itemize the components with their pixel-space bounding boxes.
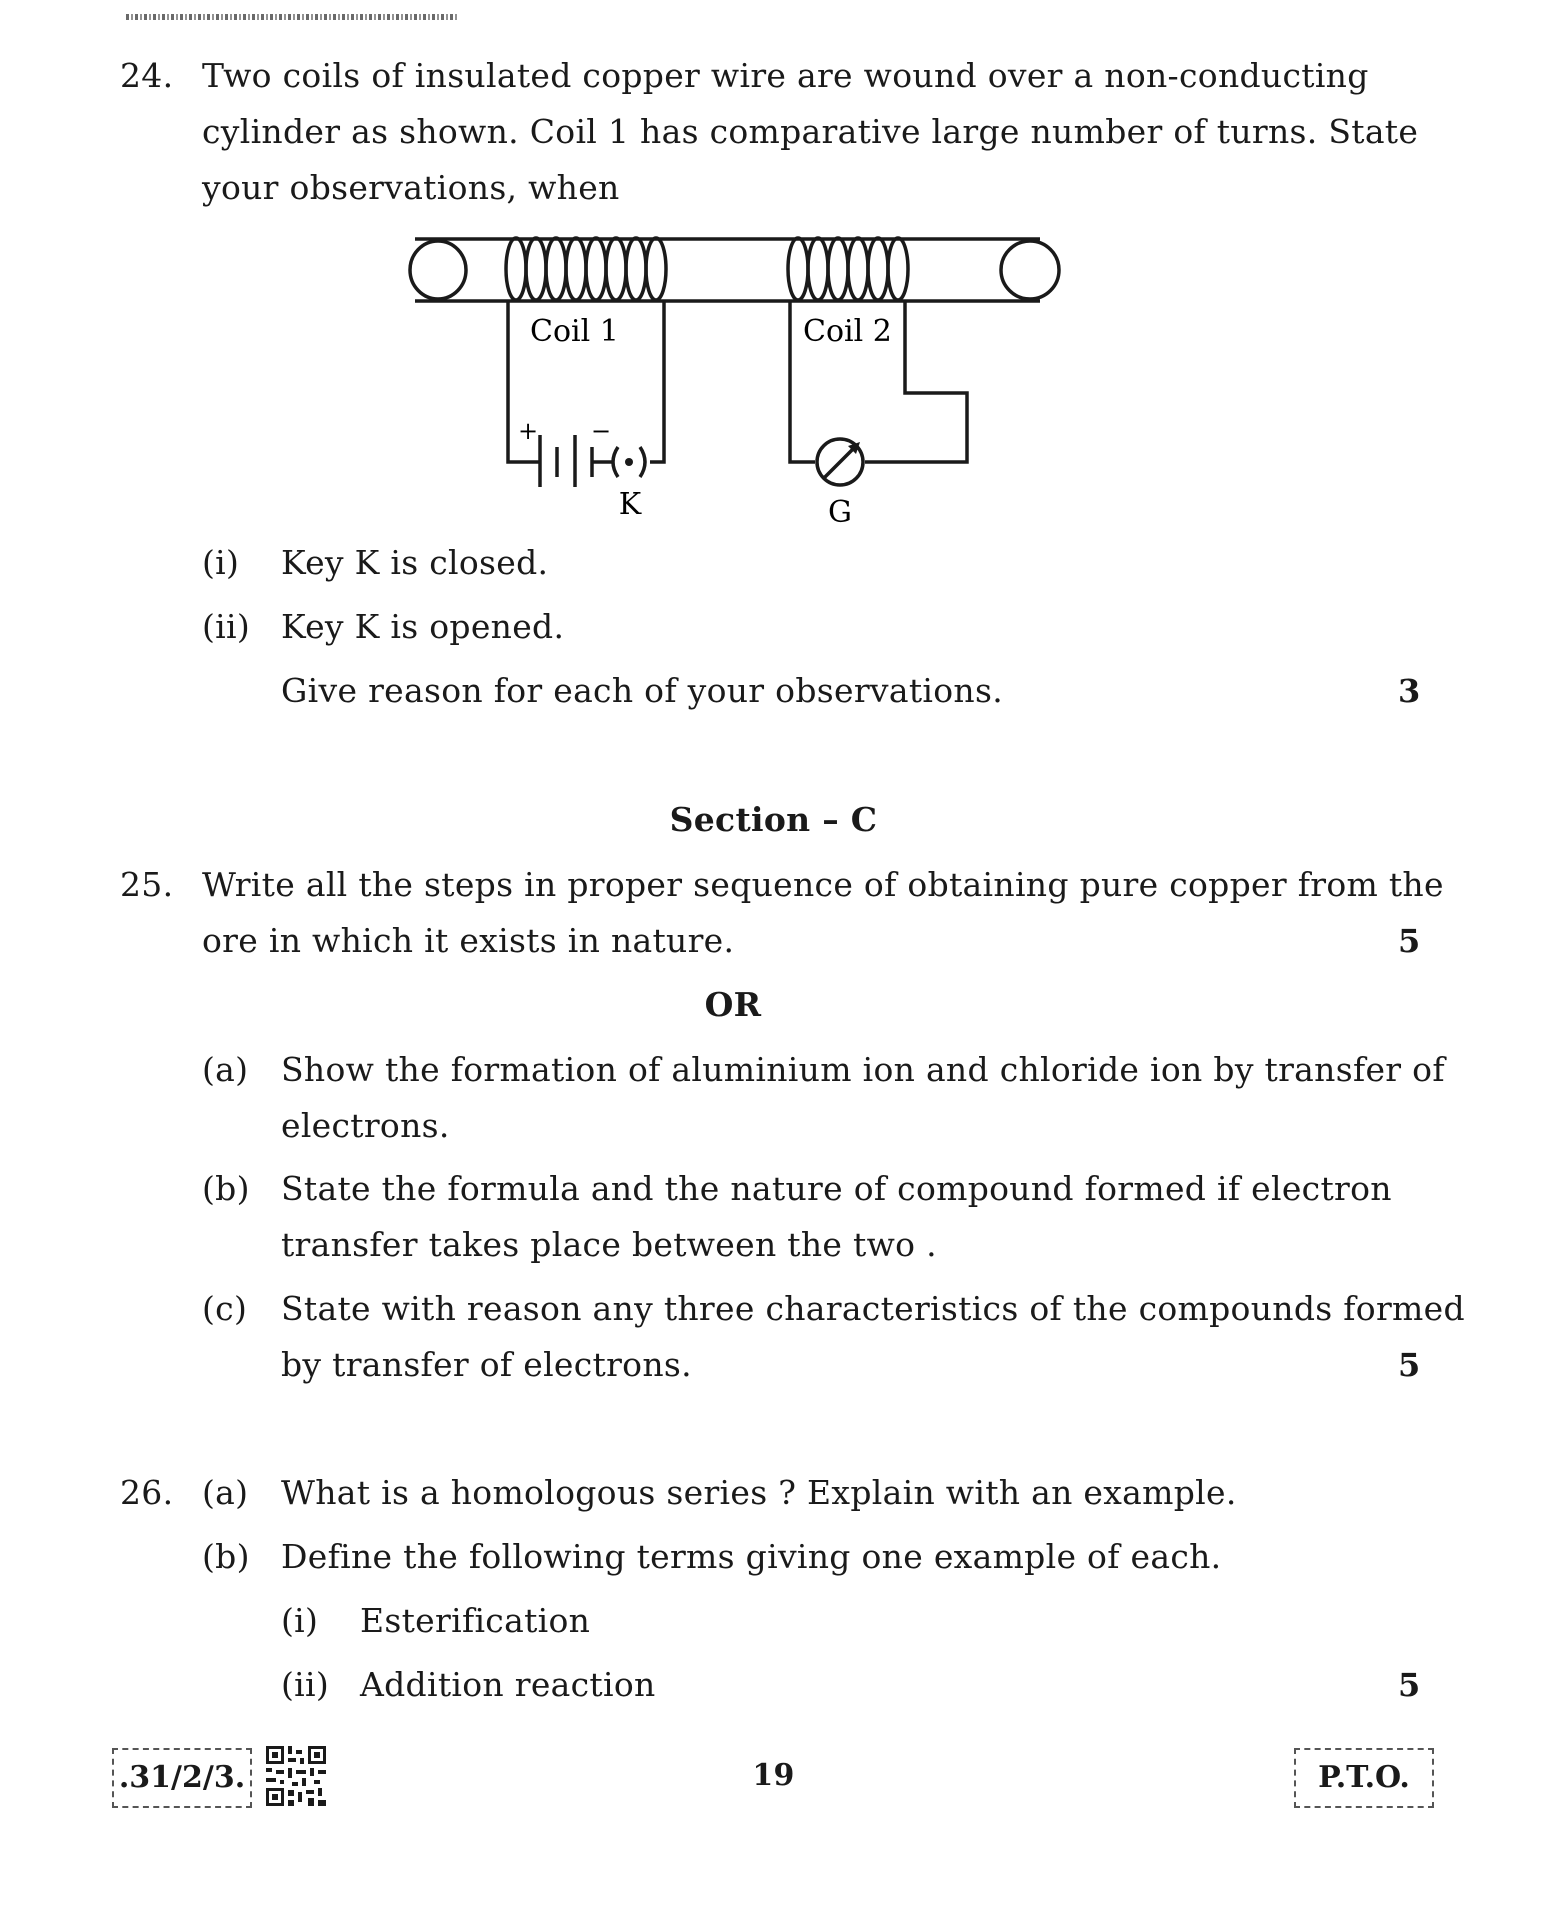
part-text: State with reason any three characteristics of the compounds formed [281,1289,1465,1328]
coil-2-windings [788,238,908,300]
coil-1-label: Coil 1 [530,314,619,349]
part-label: (b) [202,1537,250,1576]
marks: 5 [1398,1346,1421,1384]
sub-part-label: (i) [281,1601,319,1640]
question-text-line: ore in which it exists in nature. [202,921,735,960]
key-bracket-left [613,447,618,477]
part-text: What is a homologous series ? Explain with an example. [281,1473,1237,1512]
marks: 3 [1398,672,1421,710]
header-barcode-strip [126,14,458,20]
coil-1-windings [506,238,666,300]
part-label: (a) [202,1050,249,1089]
part-text: Define the following terms giving one example of each. [281,1537,1222,1576]
part-label: (c) [202,1289,248,1328]
question-text-line: Two coils of insulated copper wire are wound over a non-conducting [202,56,1369,95]
question-number: 24. [120,56,174,95]
part-label: (b) [202,1169,250,1208]
section-heading: Section – C [669,800,878,839]
question-text-line: cylinder as shown. Coil 1 has comparative large number of turns. State [202,112,1419,151]
cylinder-left-end [410,241,466,299]
part-text: transfer takes place between the two . [281,1225,937,1264]
coil-circuit-diagram [390,225,1090,530]
question-text-line: Write all the steps in proper sequence of obtaining pure copper from the [202,865,1444,904]
sub-part-text: Addition reaction [360,1665,656,1704]
coil-1-wire-right [650,301,664,462]
part-label: (i) [202,543,240,582]
question-number: 25. [120,865,174,904]
part-label: (ii) [202,607,251,646]
key-label: K [618,487,642,522]
battery-minus-sign: − [590,417,612,445]
sub-part-text: Esterification [360,1601,591,1640]
part-text: State the formula and the nature of compound formed if electron [281,1169,1392,1208]
marks: 5 [1398,922,1421,960]
question-text-line: your observations, when [202,168,620,207]
part-text: by transfer of electrons. [281,1345,692,1384]
battery-plus-sign: + [517,417,539,445]
key-plug-dot [625,458,633,466]
key-bracket-right [640,447,645,477]
part-text: Key K is closed. [281,543,549,582]
galvanometer-label: G [828,495,852,530]
pto-box: P.T.O. [1294,1748,1434,1808]
instruction-text: Give reason for each of your observations. [281,671,1003,710]
part-text: Key K is opened. [281,607,565,646]
marks: 5 [1398,1666,1421,1704]
or-divider: OR [704,985,762,1024]
part-text: electrons. [281,1106,450,1145]
part-text: Show the formation of aluminium ion and chloride ion by transfer of [281,1050,1445,1089]
part-label: (a) [202,1473,249,1512]
paper-code-box: .31/2/3. [112,1748,252,1808]
coil-2-label: Coil 2 [803,314,892,349]
sub-part-label: (ii) [281,1665,330,1704]
page-number: 19 [752,1758,795,1793]
question-number: 26. [120,1473,174,1512]
cylinder-right-end [1001,241,1059,299]
